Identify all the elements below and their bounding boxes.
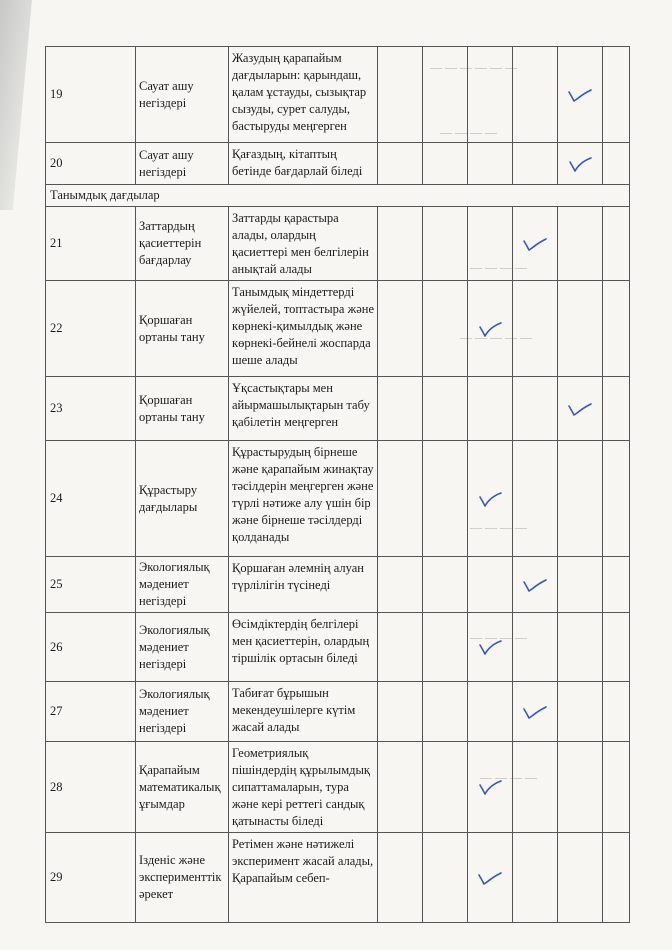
level-cell-4 bbox=[513, 613, 558, 682]
level-cell-2 bbox=[423, 143, 468, 185]
checkmark-icon bbox=[522, 703, 548, 721]
level-cell-4 bbox=[513, 742, 558, 833]
level-cell-1 bbox=[378, 613, 423, 682]
level-cell-2 bbox=[423, 47, 468, 143]
learning-area: Сауат ашу негіздері bbox=[136, 143, 229, 185]
row-number: 22 bbox=[46, 281, 136, 377]
table-row bbox=[46, 377, 630, 441]
level-cell-2 bbox=[423, 742, 468, 833]
page-fold-shadow bbox=[0, 0, 32, 210]
table-row bbox=[46, 143, 630, 185]
skill-description: Жазудың қарапайым дағдыларын: қарындаш, қалам ұстауды, сызықтар сызуды, сурет салуды, бастыруды меңгерген bbox=[229, 47, 378, 143]
level-cell-3 bbox=[468, 557, 513, 613]
level-cell-2 bbox=[423, 377, 468, 441]
level-cell-1 bbox=[378, 207, 423, 281]
level-cell-6 bbox=[603, 281, 630, 377]
level-cell-1 bbox=[378, 441, 423, 557]
checkmark-icon bbox=[477, 490, 503, 508]
level-cell-2 bbox=[423, 557, 468, 613]
level-cell-1 bbox=[378, 833, 423, 923]
table-row bbox=[46, 557, 630, 613]
row-number: 26 bbox=[46, 613, 136, 682]
level-cell-6 bbox=[603, 833, 630, 923]
level-cell-5 bbox=[558, 207, 603, 281]
level-cell-3 bbox=[468, 207, 513, 281]
level-cell-1 bbox=[378, 682, 423, 742]
level-cell-2 bbox=[423, 207, 468, 281]
level-cell-4 bbox=[513, 557, 558, 613]
scanned-page: — — — — — — — — — — — — — — — — — — — — — — — — — — — — — — — 19 Сауат ашу негіздері Жазудың қарапайым дағдыларын: қарындаш, қалам ұстауды, сызықтар сызуды, сурет салуды, бастыруды меңгерген 20 Сауат ашу негіздері Қағаздың, кітаптың бетінде бағдарлай біледі Танымдық дағдылар 21 Заттардың қасиеттерін бағдарлау Заттарды қарастыра алады, олардың қасиеттері мен белгілерін анықтай алады 22 Қоршаған ортаны тану Танымдық міндеттерді жүйелей, топтастыра және көрнекі-қимылдық және көрнекі-бейнелі жоспарда шеше алады 23 Қоршаған ортаны тану Ұқсастықтары мен айырмашылықтарын табу қабілетін меңгерген 24 Құрастыру дағдылары Құрастырудың бірнеше және қарапайым жинақтау тәсілдерін меңгерген және түрлі нәтиже алу үшін бір және бірнеше тәсілдерді қолданады 25 Экологиялық мәдениет негіздері Қоршаған әлемнің алуан түрлілігін түсінеді 26 Экологиялық мәдениет негіздері Өсімдіктердің белгілері мен қасиеттерін, олардың тіршілік ортасын біледі 27 Экологиялық мәдениет негіздері Табиғат бұрышын мекендеушілерге күтім жасай алады 28 Қарапайым математикалық ұғымдар Геометриялық пішіндердің құрылымдық сипаттамаларын, тура және кері реттегі сандық қатынасты біледі 29 Ізденіс және эксперименттік әрекет Ретімен және нәтижелі эксперимент жасай алады, Қарапайым себеп- bbox=[0, 0, 672, 950]
level-cell-3 bbox=[468, 833, 513, 923]
level-cell-1 bbox=[378, 377, 423, 441]
learning-area: Қоршаған ортаны тану bbox=[136, 377, 229, 441]
table-row bbox=[46, 682, 630, 742]
learning-area: Қарапайым математикалық ұғымдар bbox=[136, 742, 229, 833]
level-cell-5 bbox=[558, 281, 603, 377]
level-cell-3 bbox=[468, 377, 513, 441]
level-cell-4 bbox=[513, 281, 558, 377]
checkmark-icon bbox=[567, 400, 593, 418]
skill-description: Ретімен және нәтижелі эксперимент жасай алады, Қарапайым себеп- bbox=[229, 833, 378, 923]
level-cell-6 bbox=[603, 47, 630, 143]
checkmark-icon bbox=[477, 778, 503, 796]
level-cell-5 bbox=[558, 377, 603, 441]
level-cell-6 bbox=[603, 377, 630, 441]
level-cell-3 bbox=[468, 47, 513, 143]
checkmark-icon bbox=[567, 86, 593, 104]
level-cell-6 bbox=[603, 742, 630, 833]
row-number: 24 bbox=[46, 441, 136, 557]
level-cell-4 bbox=[513, 833, 558, 923]
level-cell-5 bbox=[558, 613, 603, 682]
level-cell-4 bbox=[513, 143, 558, 185]
skill-description: Ұқсастықтары мен айырмашылықтарын табу қабілетін меңгерген bbox=[229, 377, 378, 441]
table-row bbox=[46, 833, 630, 923]
level-cell-6 bbox=[603, 557, 630, 613]
level-cell-2 bbox=[423, 441, 468, 557]
level-cell-2 bbox=[423, 281, 468, 377]
checkmark-icon bbox=[522, 576, 548, 594]
level-cell-4 bbox=[513, 377, 558, 441]
level-cell-6 bbox=[603, 682, 630, 742]
learning-area: Экологиялық мәдениет негіздері bbox=[136, 682, 229, 742]
level-cell-1 bbox=[378, 557, 423, 613]
skill-description: Табиғат бұрышын мекендеушілерге күтім жасай алады bbox=[229, 682, 378, 742]
learning-area: Сауат ашу негіздері bbox=[136, 47, 229, 143]
row-number: 21 bbox=[46, 207, 136, 281]
learning-area: Экологиялық мәдениет негіздері bbox=[136, 613, 229, 682]
level-cell-6 bbox=[603, 613, 630, 682]
learning-area: Құрастыру дағдылары bbox=[136, 441, 229, 557]
level-cell-1 bbox=[378, 742, 423, 833]
section-title: Танымдық дағдылар bbox=[46, 185, 630, 207]
level-cell-2 bbox=[423, 613, 468, 682]
level-cell-5 bbox=[558, 441, 603, 557]
skill-description: Танымдық міндеттерді жүйелей, топтастыра және көрнекі-қимылдық және көрнекі-бейнелі жоспарда шеше алады bbox=[229, 281, 378, 377]
checkmark-icon bbox=[477, 638, 503, 656]
checkmark-icon bbox=[477, 320, 503, 338]
level-cell-1 bbox=[378, 143, 423, 185]
level-cell-4 bbox=[513, 682, 558, 742]
table-row bbox=[46, 441, 630, 557]
checkmark-icon bbox=[477, 869, 503, 887]
level-cell-5 bbox=[558, 143, 603, 185]
skill-description: Қоршаған әлемнің алуан түрлілігін түсінеді bbox=[229, 557, 378, 613]
skill-description: Құрастырудың бірнеше және қарапайым жинақтау тәсілдерін меңгерген және түрлі нәтиже алу үшін бір және бірнеше тәсілдерді қолданады bbox=[229, 441, 378, 557]
level-cell-4 bbox=[513, 47, 558, 143]
level-cell-3 bbox=[468, 143, 513, 185]
row-number: 27 bbox=[46, 682, 136, 742]
table-row bbox=[46, 207, 630, 281]
level-cell-3 bbox=[468, 441, 513, 557]
level-cell-1 bbox=[378, 47, 423, 143]
assessment-table bbox=[45, 46, 630, 923]
row-number: 28 bbox=[46, 742, 136, 833]
learning-area: Заттардың қасиеттерін бағдарлау bbox=[136, 207, 229, 281]
level-cell-1 bbox=[378, 281, 423, 377]
skill-description: Заттарды қарастыра алады, олардың қасиеттері мен белгілерін анықтай алады bbox=[229, 207, 378, 281]
row-number: 20 bbox=[46, 143, 136, 185]
level-cell-5 bbox=[558, 742, 603, 833]
row-number: 29 bbox=[46, 833, 136, 923]
learning-area: Қоршаған ортаны тану bbox=[136, 281, 229, 377]
checkmark-icon bbox=[522, 235, 548, 253]
level-cell-5 bbox=[558, 833, 603, 923]
learning-area: Экологиялық мәдениет негіздері bbox=[136, 557, 229, 613]
level-cell-2 bbox=[423, 682, 468, 742]
table-row bbox=[46, 47, 630, 143]
skill-description: Қағаздың, кітаптың бетінде бағдарлай біледі bbox=[229, 143, 378, 185]
level-cell-5 bbox=[558, 47, 603, 143]
table-row bbox=[46, 742, 630, 833]
level-cell-5 bbox=[558, 557, 603, 613]
table-row bbox=[46, 281, 630, 377]
level-cell-4 bbox=[513, 441, 558, 557]
level-cell-6 bbox=[603, 207, 630, 281]
section-row bbox=[46, 185, 630, 207]
row-number: 23 bbox=[46, 377, 136, 441]
level-cell-3 bbox=[468, 682, 513, 742]
level-cell-4 bbox=[513, 207, 558, 281]
level-cell-6 bbox=[603, 143, 630, 185]
row-number: 19 bbox=[46, 47, 136, 143]
level-cell-2 bbox=[423, 833, 468, 923]
level-cell-5 bbox=[558, 682, 603, 742]
level-cell-3 bbox=[468, 613, 513, 682]
table-row bbox=[46, 613, 630, 682]
skill-description: Өсімдіктердің белгілері мен қасиеттерін, олардың тіршілік ортасын біледі bbox=[229, 613, 378, 682]
row-number: 25 bbox=[46, 557, 136, 613]
skill-description: Геометриялық пішіндердің құрылымдық сипаттамаларын, тура және кері реттегі сандық қатынасты біледі bbox=[229, 742, 378, 833]
learning-area: Ізденіс және эксперименттік әрекет bbox=[136, 833, 229, 923]
level-cell-3 bbox=[468, 742, 513, 833]
level-cell-6 bbox=[603, 441, 630, 557]
level-cell-3 bbox=[468, 281, 513, 377]
checkmark-icon bbox=[567, 155, 593, 173]
